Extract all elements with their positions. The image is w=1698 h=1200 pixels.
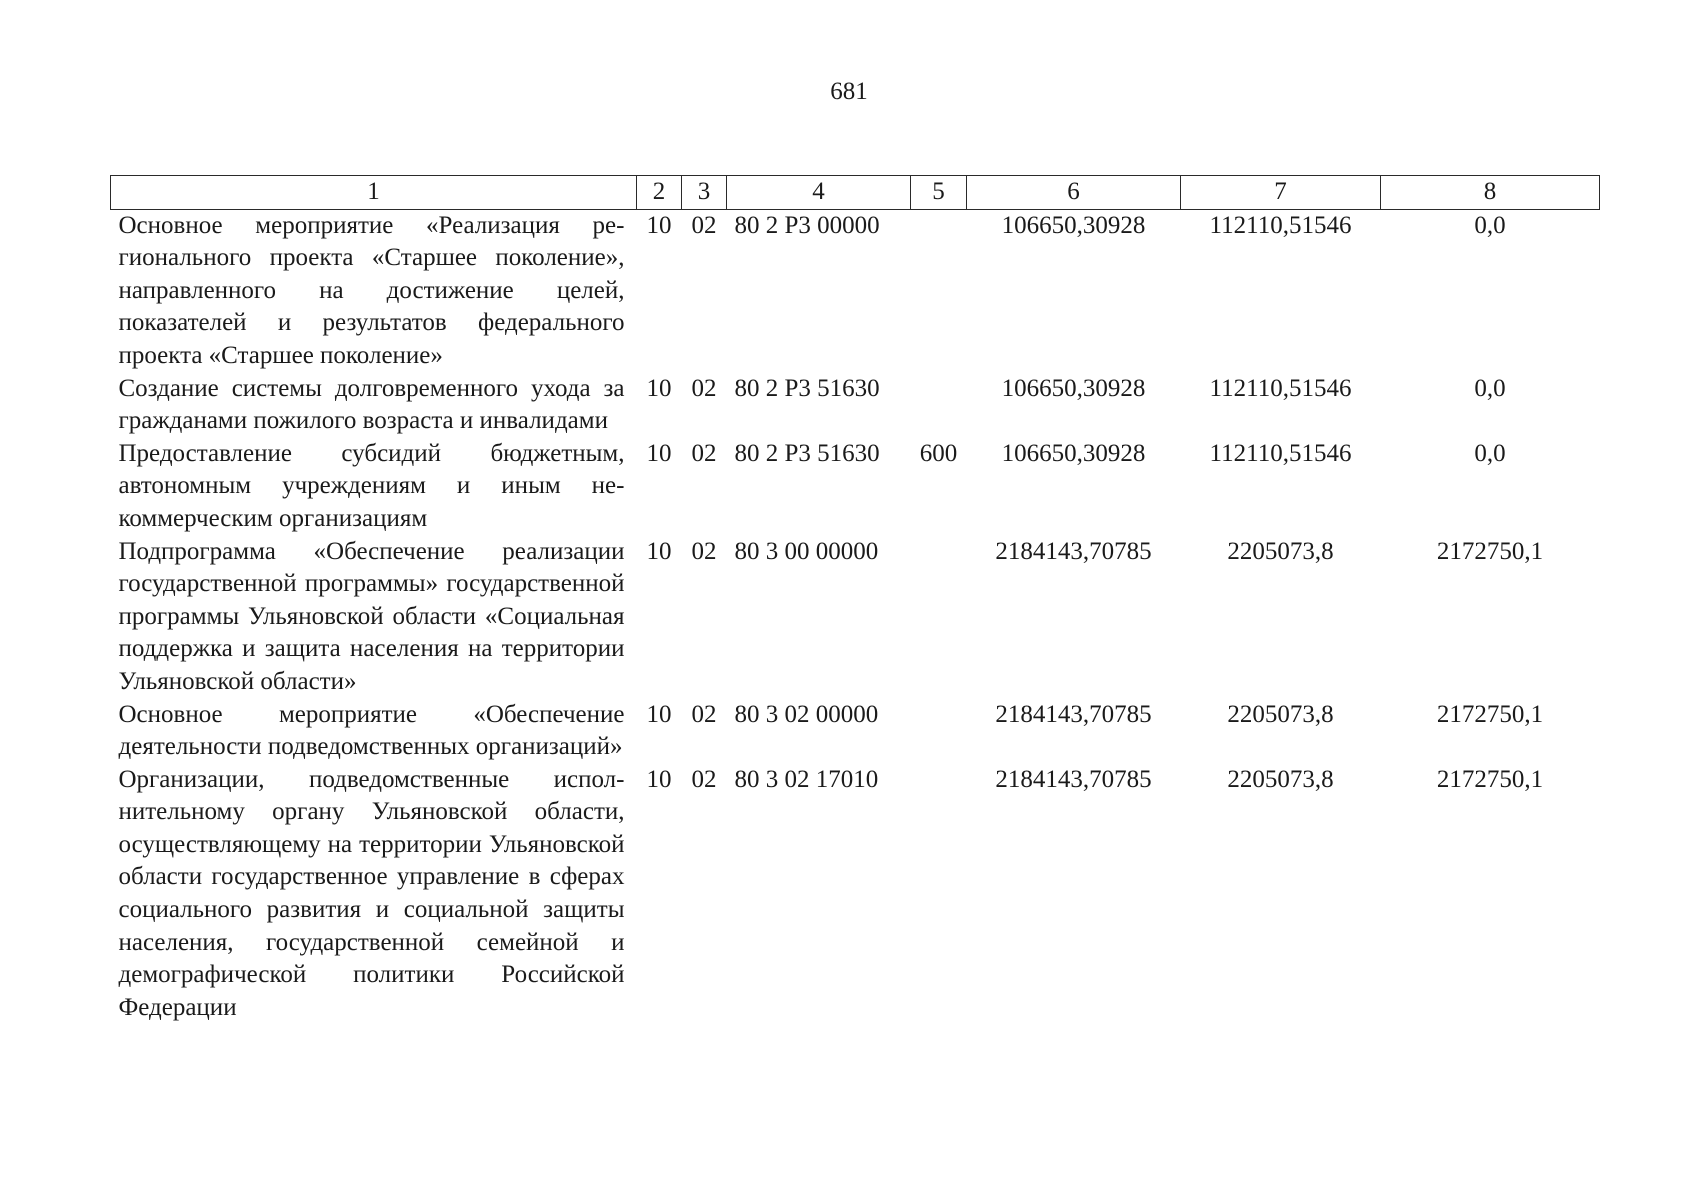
- row-amount-col8: 0,0: [1474, 211, 1506, 239]
- header-col-8: 8: [1381, 176, 1600, 210]
- row-amount-col7: 2205073,8: [1227, 537, 1334, 565]
- row-name: Создание системы долговременного ухода за гражданами пожилого возраста и инвалидами: [118, 374, 625, 435]
- row-amount-col6: 2184143,70785: [995, 765, 1152, 793]
- header-row: [111, 176, 1600, 210]
- row-amount-col7: 2205073,8: [1227, 700, 1334, 728]
- row-section: 10: [646, 700, 672, 728]
- row-amount-col7: 112110,51546: [1209, 211, 1352, 239]
- row-name: Подпрограмма «Обеспечение реализации государственной программы» государственной программы Ульяновской области «Социальная поддержка и защита населения на территории Ульяновской области»: [118, 537, 625, 695]
- row-amount-col8: 0,0: [1474, 374, 1506, 402]
- row-expense-type: [911, 373, 967, 438]
- table-row: [111, 373, 1600, 438]
- row-target-code: 80 2 P3 51630: [734, 374, 880, 402]
- row-amount-col6: 106650,30928: [1001, 374, 1146, 402]
- row-expense-type: [911, 536, 967, 699]
- row-amount-col6: 2184143,70785: [995, 700, 1152, 728]
- header-col-5: 5: [911, 176, 967, 210]
- row-subsection: 02: [691, 765, 717, 793]
- row-subsection: 02: [691, 211, 717, 239]
- row-target-code: 80 2 P3 00000: [734, 211, 880, 239]
- row-amount-col8: 2172750,1: [1436, 537, 1544, 565]
- table-row: [111, 209, 1600, 372]
- row-amount-col7: 112110,51546: [1209, 439, 1352, 467]
- row-amount-col8: 2172750,1: [1436, 765, 1544, 793]
- row-subsection: 02: [691, 374, 717, 402]
- row-section: 10: [646, 537, 672, 565]
- row-expense-type: [911, 699, 967, 764]
- row-name: Организации, подведомственные исполнительному органу Ульяновской области, осуществляющему на территории Ульяновской области государственное управление в сферах социального развития и социальной защиты населения, государственной семейной и демографической политики Российской Федерации: [118, 765, 625, 1021]
- row-amount-col6: 2184143,70785: [995, 537, 1152, 565]
- header-col-4: 4: [727, 176, 911, 210]
- table-row: [111, 438, 1600, 536]
- row-subsection: 02: [691, 700, 717, 728]
- row-name: Основное мероприятие «Обеспечение деятельности подведомственных организаций»: [118, 700, 625, 761]
- table-row: [111, 536, 1600, 699]
- row-target-code: 80 2 P3 51630: [734, 439, 880, 467]
- row-amount-col6: 106650,30928: [1001, 439, 1146, 467]
- row-expense-type: 600: [919, 439, 958, 467]
- row-amount-col7: 112110,51546: [1209, 374, 1352, 402]
- row-amount-col7: 2205073,8: [1227, 765, 1334, 793]
- table-row: [111, 699, 1600, 764]
- row-section: 10: [646, 765, 672, 793]
- budget-table: [110, 175, 1600, 1024]
- header-col-2: 2: [637, 176, 682, 210]
- table-row: [111, 764, 1600, 1025]
- header-col-6: 6: [967, 176, 1181, 210]
- row-section: 10: [646, 439, 672, 467]
- row-section: 10: [646, 374, 672, 402]
- row-name: Основное мероприятие «Реализация регионального проекта «Старшее поколение», направленного на достижение целей, показателей и результатов федерального проекта «Старшее поколение»: [118, 211, 625, 369]
- row-subsection: 02: [691, 537, 717, 565]
- header-col-7: 7: [1181, 176, 1381, 210]
- row-amount-col8: 2172750,1: [1436, 700, 1544, 728]
- row-target-code: 80 3 02 17010: [734, 765, 879, 793]
- row-section: 10: [646, 211, 672, 239]
- header-col-3: 3: [682, 176, 727, 210]
- page-number: 681: [830, 78, 868, 105]
- row-expense-type: [911, 209, 967, 372]
- row-amount-col6: 106650,30928: [1001, 211, 1146, 239]
- header-col-1: 1: [111, 176, 637, 210]
- row-expense-type: [911, 764, 967, 1025]
- row-target-code: 80 3 00 00000: [734, 537, 879, 565]
- row-subsection: 02: [691, 439, 717, 467]
- row-target-code: 80 3 02 00000: [734, 700, 879, 728]
- row-amount-col8: 0,0: [1474, 439, 1506, 467]
- row-name: Предоставление субсидий бюджетным, автономным учреждениям и иным некоммерческим организациям: [118, 439, 625, 532]
